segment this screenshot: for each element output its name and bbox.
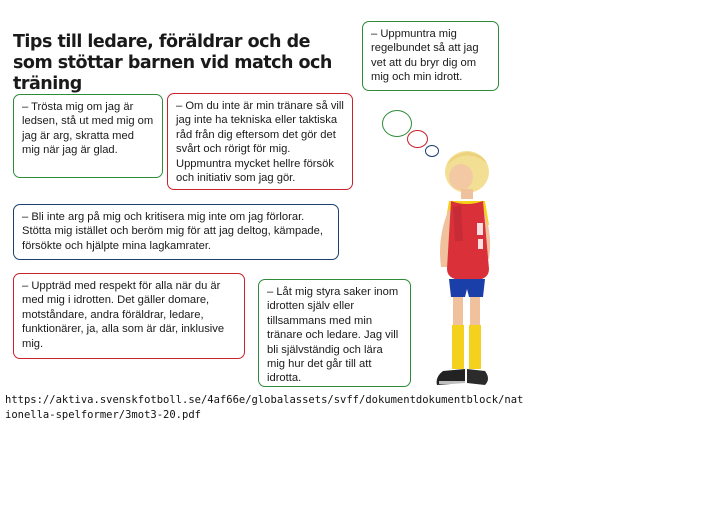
- tip-text: – Om du inte är min tränare så vill jag inte ha tekniska eller taktiska råd från dig eftersom det gör det svårt och rörigt för mig. Uppmuntra mycket hellre försök och initiativ som jag gör.: [176, 100, 344, 185]
- tip-box-respect: [13, 273, 245, 359]
- tip-text: – Trösta mig om jag är ledsen, stå ut med mig om jag är arg, skratta med mig när jag är glad.: [22, 101, 154, 157]
- tip-text: – Låt mig styra saker inom idrotten själv eller tillsammans med min tränare och ledare. Jag vill bli självständig och lära mig hur det går till att idrotta.: [267, 286, 399, 385]
- page-title: Tips till ledare, föräldrar och de som stöttar barnen vid match och träning: [13, 32, 332, 94]
- tip-box-dont-criticize: [13, 204, 339, 260]
- tip-text: – Uppträd med respekt för alla när du är med mig i idrotten. Det gäller domare, motståndare, andra föräldrar, ledare, funktionärer, ja, alla som är där, inklusive mig.: [22, 280, 225, 350]
- thought-bubble-large: [382, 110, 412, 137]
- tip-box-independence: [258, 279, 411, 387]
- tip-box-encourage: [362, 21, 499, 91]
- source-url: https://aktiva.svenskfotboll.se/4af66e/globalassets/svff/dokumentdokumentblock/nationella-spelformer/3mot3-20.pdf: [5, 394, 524, 421]
- tip-box-comfort: [13, 94, 163, 178]
- tip-text: – Uppmuntra mig regelbundet så att jag vet att du bryr dig om mig och min idrott.: [371, 28, 479, 84]
- tip-box-no-tactics: [167, 93, 353, 190]
- child-footballer-illustration: [425, 145, 505, 393]
- tip-text: – Bli inte arg på mig och kritisera mig inte om jag förlorar. Stötta mig istället och beröm mig för att jag deltog, kämpade, försökte och hjälpte mina lagkamrater.: [22, 211, 323, 252]
